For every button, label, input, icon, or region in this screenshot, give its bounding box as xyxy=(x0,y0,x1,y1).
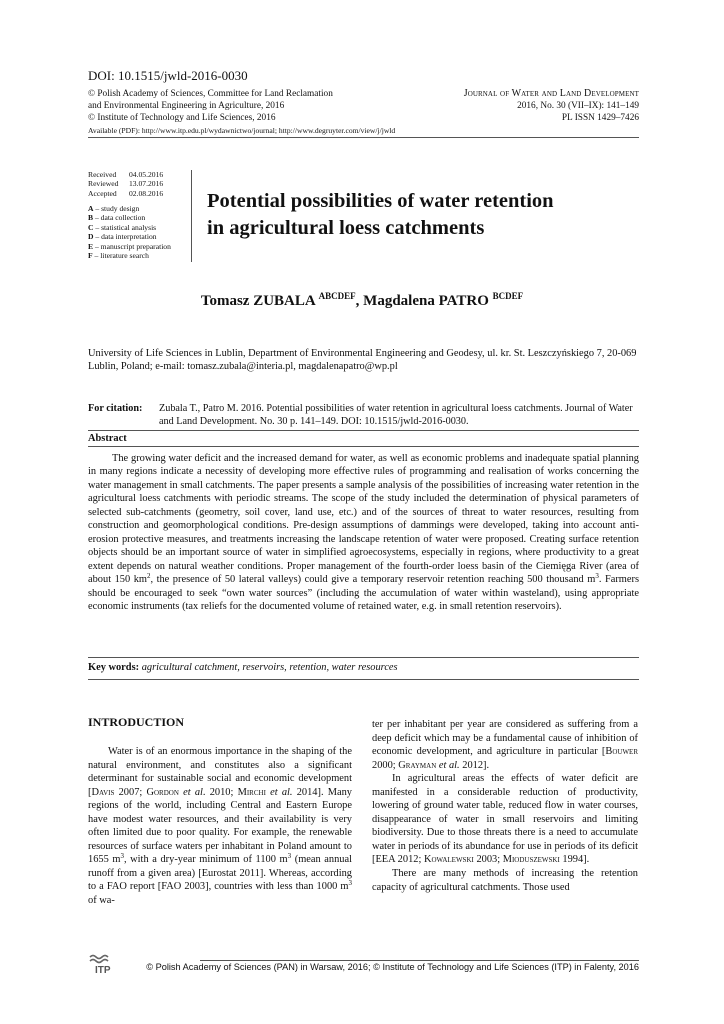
contribution-item xyxy=(88,204,171,213)
citation-author: Davis xyxy=(91,786,115,798)
copyright-line: © Polish Academy of Sciences, Committee for Land Reclamation xyxy=(88,89,333,99)
itp-logo-icon xyxy=(88,953,124,975)
text-segment: of wa- xyxy=(88,895,115,907)
contribution-text: – study design xyxy=(95,204,140,213)
author-name: Tomasz ZUBALA xyxy=(200,293,315,309)
contribution-item xyxy=(88,223,171,232)
right-column xyxy=(372,718,638,894)
contribution-key: D xyxy=(88,232,94,242)
contribution-key: B xyxy=(88,213,94,223)
contribution-text: – literature search xyxy=(94,251,149,261)
journal-issn: PL ISSN 1429–7426 xyxy=(561,113,639,124)
date-label: Accepted xyxy=(88,188,117,198)
citation-author: Mirchi xyxy=(237,786,266,798)
paragraph: There are many methods of increasing the retention capacity of agricultural catchments. Those used xyxy=(372,868,638,893)
availability-line: Available (PDF): http://www.itp.edu.pl/wydawnictwo/journal; http://www.degruyter.com/view/j/jwld xyxy=(88,126,396,135)
copyright-block xyxy=(88,88,333,125)
paragraph xyxy=(372,718,638,772)
text-segment: In agricultural areas the effects of water deficit are manifested in a considerable reduction of productivity, lowering of ground water table, reduced flow in water courses, disappearance of water in small reservoirs and limiting biodiversity. Due to those threats there is a need to accumulate water in periods of its abundance for use in periods of its deficit [EEA 2012; xyxy=(372,773,638,866)
paragraph xyxy=(88,745,352,908)
left-column xyxy=(88,745,352,908)
contribution-key: A xyxy=(88,204,94,213)
author-name: Magdalena PATRO xyxy=(363,293,489,309)
et-al: et al xyxy=(183,786,203,798)
citation-author: Bouwer xyxy=(605,746,638,758)
text-segment: 2003; xyxy=(473,854,503,866)
keywords-text: agricultural catchment, reservoirs, retention, water resources xyxy=(141,662,398,673)
contribution-key: C xyxy=(88,222,94,232)
date-row xyxy=(88,179,163,188)
date-value: 13.07.2016 xyxy=(129,179,164,189)
text-segment: Water is of an enormous importance in the shaping of the natural environment, and constitutes also a significant determinant for sustainable social and economic development [ xyxy=(88,746,352,798)
text-segment: (mean annual runoff from a given area) [Eurostat 2011]. Whereas, according to a FAO report [FAO 2003], countries with less than 1000 m xyxy=(88,854,352,893)
et-al: et al. xyxy=(438,759,460,771)
footer-copyright: © Polish Academy of Sciences (PAN) in Warsaw, 2016; © Institute of Technology and Life Sciences (ITP) in Falenty, 2016 xyxy=(146,962,639,972)
contribution-text: – manuscript preparation xyxy=(94,241,171,251)
date-row xyxy=(88,189,163,198)
section-heading: INTRODUCTION xyxy=(88,715,185,729)
abstract-segment: , the presence of 50 lateral valleys) could give a temporary reservoir retention reaching 500 thousand m xyxy=(150,574,596,586)
citation-block xyxy=(88,402,639,428)
citation-author: Grayman xyxy=(398,759,437,771)
citation-label: For citation: xyxy=(88,403,143,414)
abstract-segment: The growing water deficit and the increased demand for water, as well as economic problems and inadequate spatial planning in many regions indicate a necessity of developing more effective rules of programming and realisation of works concerning the water management in small catchments. The paper presents a sample analysis of the possibilities of increasing water retention in the agricultural loess catchments with periodic streams. The scope of the study included the determination of physical parameters of selected sub-catchments (geometry, soil cover, land use, etc.) and of the sources of threat to water resources, resulting from construction and geomorphological conditions. Pre-design assumptions of dammings were developed, taking into account anti-erosion protective measures, and treatments increasing the landscape retention of water were proposed. Creating surface retention objects should be an important source of water in simplified agroecosystems, especially in regions, where productivity to a great extent depends on natural weather conditions. Proper management of the fourth-order loess basin of the Ciemięga River (area of about 150 km xyxy=(88,453,639,586)
doi: DOI: 10.1515/jwld-2016-0030 xyxy=(88,68,248,83)
text-segment: 2000; xyxy=(372,759,399,771)
copyright-line: © Institute of Technology and Life Sciences, 2016 xyxy=(88,113,276,124)
author-roles: BCDEF xyxy=(492,291,524,301)
date-row xyxy=(88,170,163,179)
et-al: et al. xyxy=(270,786,293,798)
abstract-segment: . Farmers should be encouraged to seek “own water sources” (including the accumulation of water within wasteland), using appropriate economic instruments (tax reliefs for the documented volume of retained water, e.g. in small retention reservoirs). xyxy=(88,574,640,612)
journal-block xyxy=(464,88,639,125)
superscript: 3 xyxy=(595,572,599,581)
logo-text: ITP xyxy=(95,965,111,975)
contribution-key: E xyxy=(88,241,94,251)
citation-divider xyxy=(88,430,639,431)
text-segment: 1994]. xyxy=(559,854,590,866)
title-line: Potential possibilities of water retention xyxy=(207,190,554,212)
text-segment: , with a dry-year minimum of 1100 m xyxy=(123,854,288,866)
keywords xyxy=(88,662,398,673)
text-segment: 2007; xyxy=(114,786,147,798)
abstract-heading: Abstract xyxy=(88,433,127,444)
copyright-line: and Environmental Engineering in Agriculture, 2016 xyxy=(88,101,285,112)
text-segment: 2012]. xyxy=(459,759,490,771)
paper-title xyxy=(207,188,627,242)
citation-text: Zubala T., Patro M. 2016. Potential possibilities of water retention in agricultural loess catchments. Journal of Water and Land Development. No. 30 p. 141–149. DOI: 10.1515/jwld-2016-0030. xyxy=(159,403,633,427)
abstract-divider xyxy=(88,446,639,447)
affiliation: University of Life Sciences in Lublin, Department of Environmental Engineering and Geodesy, ul. kr. St. Leszczyńskiego 7, 20-069 Lublin, Poland; e-mail: tomasz.zubala@interia.pl, magdalenapatro@wp.pl xyxy=(88,348,637,373)
contribution-item xyxy=(88,213,171,222)
contribution-item xyxy=(88,232,171,241)
superscript: 2 xyxy=(146,572,151,581)
date-label: Reviewed xyxy=(88,179,119,189)
authors xyxy=(0,291,724,310)
title-line: in agricultural loess catchments xyxy=(207,217,485,239)
author-separator: , xyxy=(355,293,364,309)
superscript: 3 xyxy=(348,879,352,888)
journal-issue: 2016, No. 30 (VII–IX): 141–149 xyxy=(517,101,639,112)
header-divider xyxy=(88,137,639,138)
contribution-text: – data collection xyxy=(94,213,146,223)
contribution-item xyxy=(88,242,171,251)
contributions-block xyxy=(88,204,171,260)
contribution-item xyxy=(88,251,171,260)
paragraph xyxy=(372,772,638,867)
abstract-text xyxy=(88,452,639,613)
keywords-top-divider xyxy=(88,657,639,658)
keywords-bottom-divider xyxy=(88,679,639,680)
citation-author: Gordon xyxy=(146,786,179,798)
author-roles: ABCDEF xyxy=(318,291,356,301)
text-segment: . 2010; xyxy=(202,786,238,798)
contribution-text: – statistical analysis xyxy=(95,222,157,232)
contribution-key: F xyxy=(88,251,93,261)
date-value: 02.08.2016 xyxy=(129,188,164,198)
keywords-label: Key words: xyxy=(88,662,140,673)
superscript: 3 xyxy=(120,852,124,861)
superscript: 3 xyxy=(287,852,292,861)
date-label: Received xyxy=(88,170,117,179)
text-segment: 2014]. Many regions of the world, including Central and Eastern Europe have modest water resources, and their availability is very often limited due to poor quality. For example, the renewable resources of surface waters per inhabitant in Poland amount to 1655 m xyxy=(88,786,353,866)
date-value: 04.05.2016 xyxy=(129,170,164,179)
contribution-text: – data interpretation xyxy=(95,232,157,242)
citation-author: Kowalewski xyxy=(423,854,474,866)
footer-divider xyxy=(200,960,639,961)
journal-title: Journal of Water and Land Development xyxy=(463,88,639,99)
text-segment: ter per inhabitant per year are considered as suffering from a deep deficit which may be a fundamental cause of inhibition of economic development, and agriculture in particular [ xyxy=(372,719,638,758)
citation-author: Mioduszewski xyxy=(502,854,560,866)
sidebar-divider xyxy=(191,170,192,262)
dates-block xyxy=(88,170,163,198)
